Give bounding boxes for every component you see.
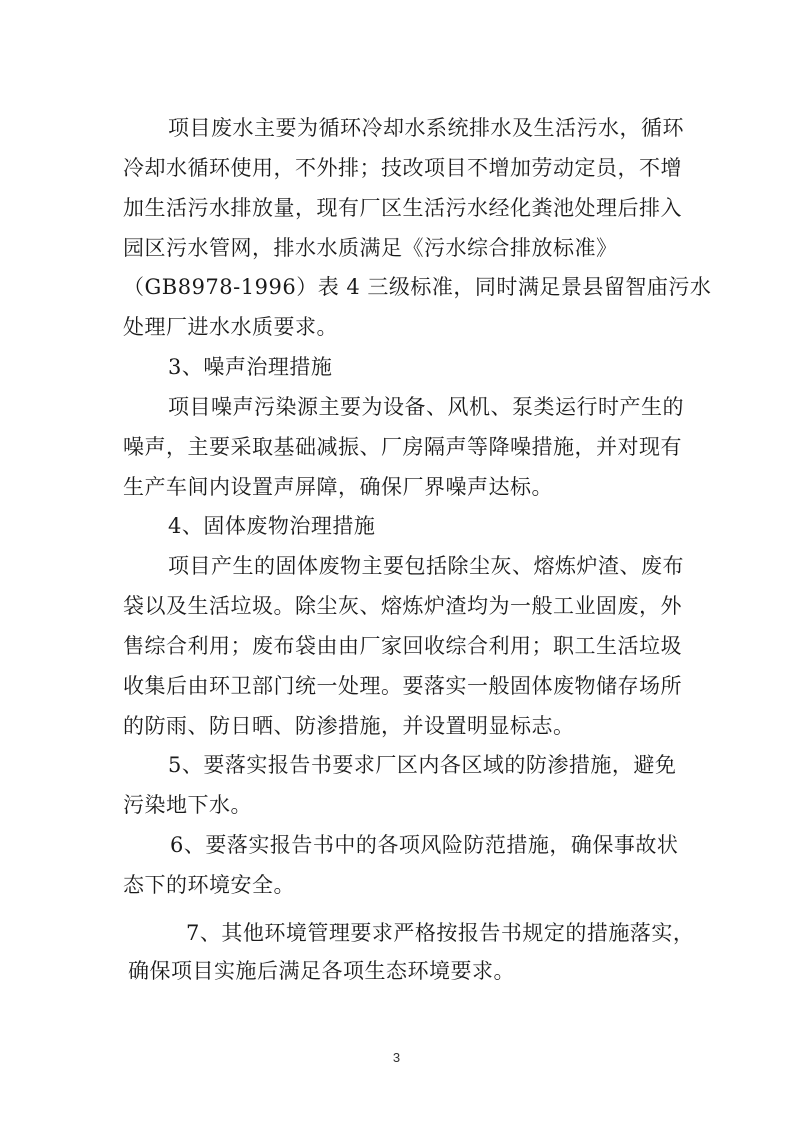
paragraph-1-line-4: 园区污水管网，排水水质满足《污水综合排放标准》 [123,236,618,260]
page-number: 3 [392,1050,401,1065]
paragraph-1-line-2: 冷却水循环使用，不外排；技改项目不增加劳动定员，不增 [123,156,682,180]
paragraph-1-line-3: 加生活污水排放量，现有厂区生活污水经化粪池处理后排入 [123,196,682,220]
section-heading-noise: 3、噪声治理措施 [168,355,333,379]
paragraph-1-line-1: 项目废水主要为循环冷却水系统排水及生活污水，循环 [168,116,684,140]
item-5-line-2: 污染地下水。 [123,793,252,817]
paragraph-solid-line-2: 袋以及生活垃圾。除尘灰、熔炼炉渣均为一般工业固废，外 [123,594,682,618]
paragraph-solid-line-1: 项目产生的固体废物主要包括除尘灰、熔炼炉渣、废布 [168,554,684,578]
paragraph-solid-line-5: 的防雨、防日晒、防渗措施，并设置明显标志。 [123,714,575,738]
paragraph-noise-line-2: 噪声，主要采取基础减振、厂房隔声等降噪措施，并对现有 [123,435,682,459]
item-5-line-1: 5、要落实报告书要求厂区内各区域的防渗措施，避免 [168,753,677,777]
section-heading-solid-waste: 4、固体废物治理措施 [168,514,376,538]
item-6-line-2: 态下的环境安全。 [123,873,295,897]
paragraph-noise-line-1: 项目噪声污染源主要为设备、风机、泵类运行时产生的 [168,395,684,419]
item-7-line-1: 7、其他环境管理要求严格按报告书规定的措施落实， [186,921,695,945]
item-7-line-2: 确保项目实施后满足各项生态环境要求。 [128,959,515,983]
paragraph-1-line-6: 处理厂进水水质要求。 [123,315,338,339]
paragraph-solid-line-3: 售综合利用；废布袋由由厂家回收综合利用；职工生活垃圾 [123,634,682,658]
item-6-line-1: 6、要落实报告书中的各项风险防范措施，确保事故状 [170,833,679,857]
paragraph-1-line-5: （GB8978-1996）表 4 三级标准，同时满足景县留智庙污水 [123,275,712,299]
paragraph-noise-line-3: 生产车间内设置声屏障，确保厂界噪声达标。 [123,475,553,499]
paragraph-solid-line-4: 收集后由环卫部门统一处理。要落实一般固体废物储存场所 [123,674,682,698]
